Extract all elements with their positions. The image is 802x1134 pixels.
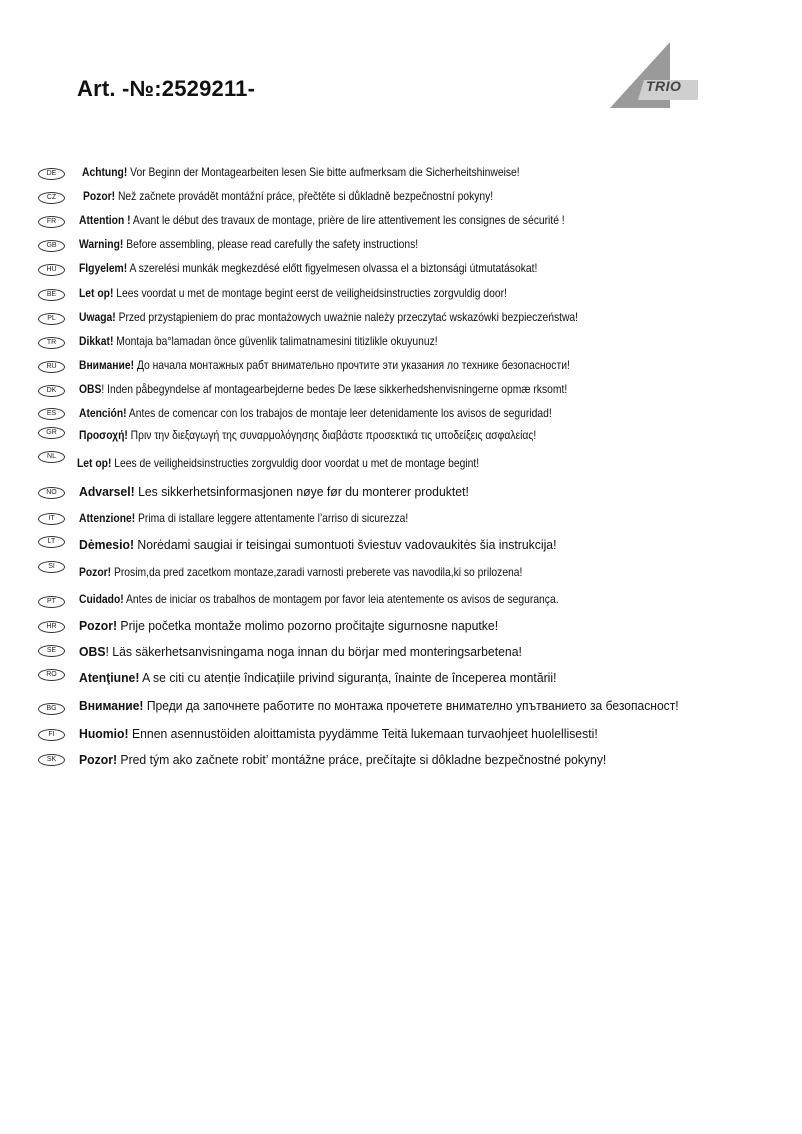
language-badge: NO [38,487,65,499]
warning-label: Cuidado! [79,592,124,606]
warning-label: Attenzione! [79,511,136,525]
warning-text [79,213,565,227]
language-badge: GB [38,240,65,252]
language-badge: CZ [38,192,65,204]
language-badge: FR [38,216,65,228]
warning-label: Huomio! [79,726,129,741]
warning-label: Pozor! [83,189,116,203]
warning-body: Lees voordat u met de montage begint eerst de veiligheidsinstructies zorgvuldig door! [113,286,507,300]
warning-body: Prima di istallare leggere attentamente l’arriso di sicurezza! [135,511,409,525]
warning-text [77,456,479,470]
language-badge: BG [38,703,65,715]
warning-body: Avant le début des travaux de montage, prière de lire attentivement les consignes de sécurité ! [130,213,565,227]
warning-text [83,189,493,203]
warning-label: OBS [79,382,102,396]
warning-label: Dėmesio! [79,537,135,552]
language-badge: FI [38,729,65,741]
warning-body: До начала монтажных рабт внимательно прочтите эти указания ло технике безопасности! [134,358,570,372]
warning-text [79,484,469,499]
warning-text [79,334,438,348]
warning-row-ru [0,357,802,377]
warning-row-pt [0,591,802,611]
warning-row-be [0,285,802,305]
language-badge: DE [38,168,65,180]
warning-body: Prije početka montaže molimo pozorno pročitajte sigurnosne naputke! [117,618,499,633]
language-badge: HU [38,264,65,276]
article-number: Art. -№:2529211- [77,76,256,101]
warning-body: Πριν την διεξαγωγή της συναρμολόγησης διαβάστε προσεκτικά τις υποδείξεις ασφαλείας! [127,428,537,442]
warning-label: Pozor! [79,565,112,579]
warning-label: Uwaga! [79,310,116,324]
warning-row-de [0,164,802,184]
warning-label: Внимание! [79,358,135,372]
warning-row-lt [0,534,802,554]
warning-label: Προσοχή! [79,428,128,442]
warning-body: Antes de iniciar os trabalhos de montagem por favor leia atentemente os avisos de segurança. [123,592,559,606]
warning-label: Advarsel! [79,484,135,499]
language-badge: IT [38,513,65,525]
warning-label: Pozor! [79,618,118,633]
warning-text [79,698,679,713]
warning-body: Norėdami saugiai ir teisingai sumontuoti šviestuv vadovaukitės šia instrukcija! [134,537,557,552]
language-badge: GR [38,427,65,439]
language-badge: BE [38,289,65,301]
warning-body: Lees de veiligheidsinstructies zorgvuldig door voordat u met de montage begint! [111,456,480,470]
language-badge: PL [38,313,65,325]
warning-body: Pred tým ako začnete robit’ montážne práce, prečítajte si dôkladne bezpečnostné pokyny! [117,752,607,767]
warning-body: Przed przystąpieniem do prac montażowych uważnie należy przeczytać wskazówki bezpieczeństwa! [115,310,579,324]
warning-text [79,752,606,767]
warning-row-bg [0,698,802,718]
warning-body: Prosim,da pred zacetkom montaze,zaradi varnosti preberete vas navodila,ki so prilozena! [111,565,523,579]
warning-text [79,382,567,396]
warning-row-si [0,559,802,579]
logo-wordmark: TRIO [646,78,682,94]
warning-body: Vor Beginn der Montagearbeiten lesen Sie bitte aufmerksam die Sicherheitshinweise! [127,165,520,179]
warning-body: A szerelési munkák megkezdésé előtt figyelmesen olvassa el a biztonsági útmutatásokat! [127,261,538,275]
warning-body: ! Läs säkerhetsanvisningama noga innan du börjar med monteringsarbetena! [105,644,522,659]
warning-text [79,237,418,251]
warning-text [79,428,536,442]
warning-body: Les sikkerhetsinformasjonen nøye før du monterer produktet! [134,484,469,499]
warning-label: Let op! [77,456,112,470]
warning-text [79,670,557,685]
warning-row-gr [0,426,802,446]
warning-row-fi [0,725,802,745]
language-badge: DK [38,385,65,397]
warning-row-dk [0,381,802,401]
language-badge: RU [38,361,65,373]
warning-row-no [0,483,802,503]
language-badge: PT [38,596,65,608]
language-badge: SI [38,561,65,573]
warning-text [79,537,556,552]
warning-row-es [0,404,802,424]
warning-body: Než začnete provádět montážní práce, přečtěte si důkladně bezpečnostní pokyny! [115,189,494,203]
warning-text [79,261,537,275]
warning-row-it [0,510,802,530]
warning-row-tr [0,333,802,353]
warning-row-ro [0,666,802,686]
warning-row-hr [0,617,802,637]
language-badge: RO [38,669,65,681]
warning-row-hu [0,260,802,280]
warning-body: Before assembling, please read carefully the safety instructions! [123,237,419,251]
warning-label: Attention ! [79,213,131,227]
warning-row-fr [0,212,802,232]
warning-body: Ennen asennustöiden aloittamista pyydämme Teitä lukemaan turvaohjeet huolellisesti! [128,726,598,741]
warning-label: FIgyelem! [79,261,128,275]
warning-body: Montaja ba°lamadan önce güvenlik talimatnamesini titizlikle okuyunuz! [113,334,438,348]
warning-body: Преди да започнете работите по монтажа прочетете внимателно упътванието за безопасност! [143,698,679,713]
warning-text [79,618,498,633]
warning-row-sk [0,751,802,771]
warning-text [82,165,520,179]
warning-text [79,565,522,579]
warning-label: Let op! [79,286,114,300]
language-badge: HR [38,621,65,633]
warning-label: Achtung! [82,165,128,179]
warning-row-nl [0,450,802,470]
language-badge: NL [38,451,65,463]
warning-row-gb [0,236,802,256]
language-badge: LT [38,536,65,548]
language-badge: SK [38,754,65,766]
warning-label: OBS [79,644,106,659]
warning-body: A se citi cu atenție îndicațiile privind siguranța, înainte de începerea montării! [139,670,557,685]
warning-label: Dikkat! [79,334,114,348]
language-badge: SE [38,645,65,657]
warning-label: Warning! [79,237,124,251]
language-badge: ES [38,408,65,420]
warning-text [79,511,408,525]
warning-label: Atenţiune! [79,670,140,685]
language-badge: TR [38,337,65,349]
warning-label: Внимание! [79,698,144,713]
warning-row-cz [0,188,802,208]
warning-row-se [0,642,802,662]
warning-row-pl [0,309,802,329]
warning-body: Antes de comencar con los trabajos de montaje leer detenidamente los avisos de seguridad! [126,406,552,420]
warning-label: Atención! [79,406,127,420]
warning-text [79,286,507,300]
warning-text [79,592,559,606]
warning-label: Pozor! [79,752,118,767]
warning-text [79,726,598,741]
warning-body: ! Inden påbegyndelse af montagearbejderne bedes De læse sikkerhedshenvisningerne opmæ rksomt! [101,382,568,396]
warning-text [79,644,522,659]
warning-text [79,406,552,420]
warning-text [79,358,570,372]
warning-text [79,310,578,324]
